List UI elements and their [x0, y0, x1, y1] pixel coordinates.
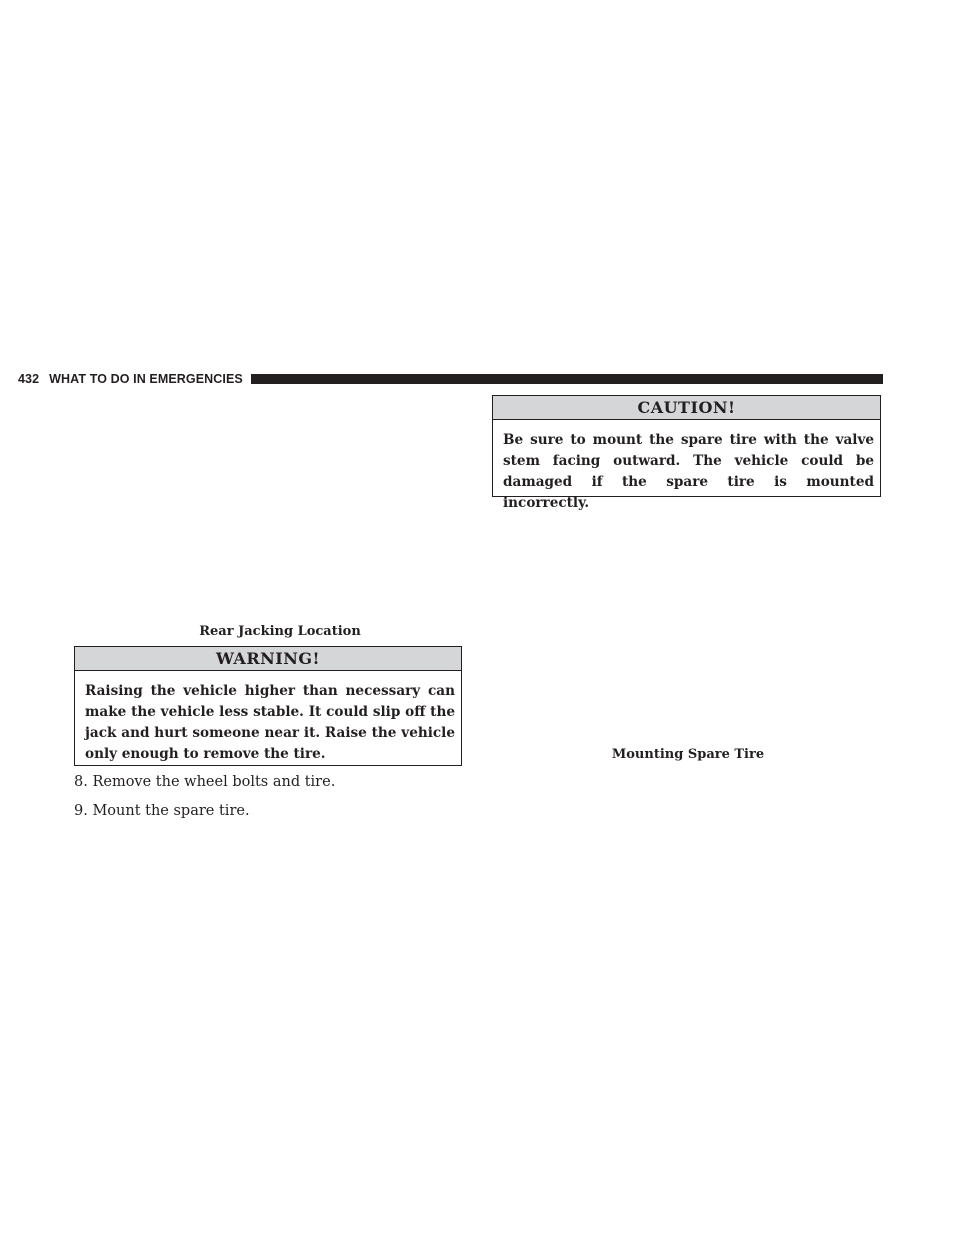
- step-item: 8. Remove the wheel bolts and tire.: [74, 774, 336, 790]
- caution-title: CAUTION!: [493, 396, 880, 420]
- page-number: 432: [18, 372, 40, 386]
- figure-caption-mounting-spare: Mounting Spare Tire: [611, 747, 765, 762]
- page-header: [18, 372, 883, 386]
- warning-box: [74, 646, 462, 766]
- section-title: WHAT TO DO IN EMERGENCIES: [49, 372, 243, 386]
- warning-title: WARNING!: [75, 647, 461, 671]
- step-item: 9. Mount the spare tire.: [74, 803, 250, 819]
- caution-box: [492, 395, 881, 511]
- figure-caption-rear-jacking: Rear Jacking Location: [199, 624, 361, 639]
- caution-body: Be sure to mount the spare tire with the valve stem facing outward. The vehicle could be damaged if the spare tire is mounted incorrectly.: [503, 432, 874, 511]
- header-rule: [251, 374, 883, 384]
- warning-body: Raising the vehicle higher than necessary can make the vehicle less stable. It could slip off the jack and hurt someone near it. Raise the vehicle only enough to remove the tire.: [85, 683, 455, 762]
